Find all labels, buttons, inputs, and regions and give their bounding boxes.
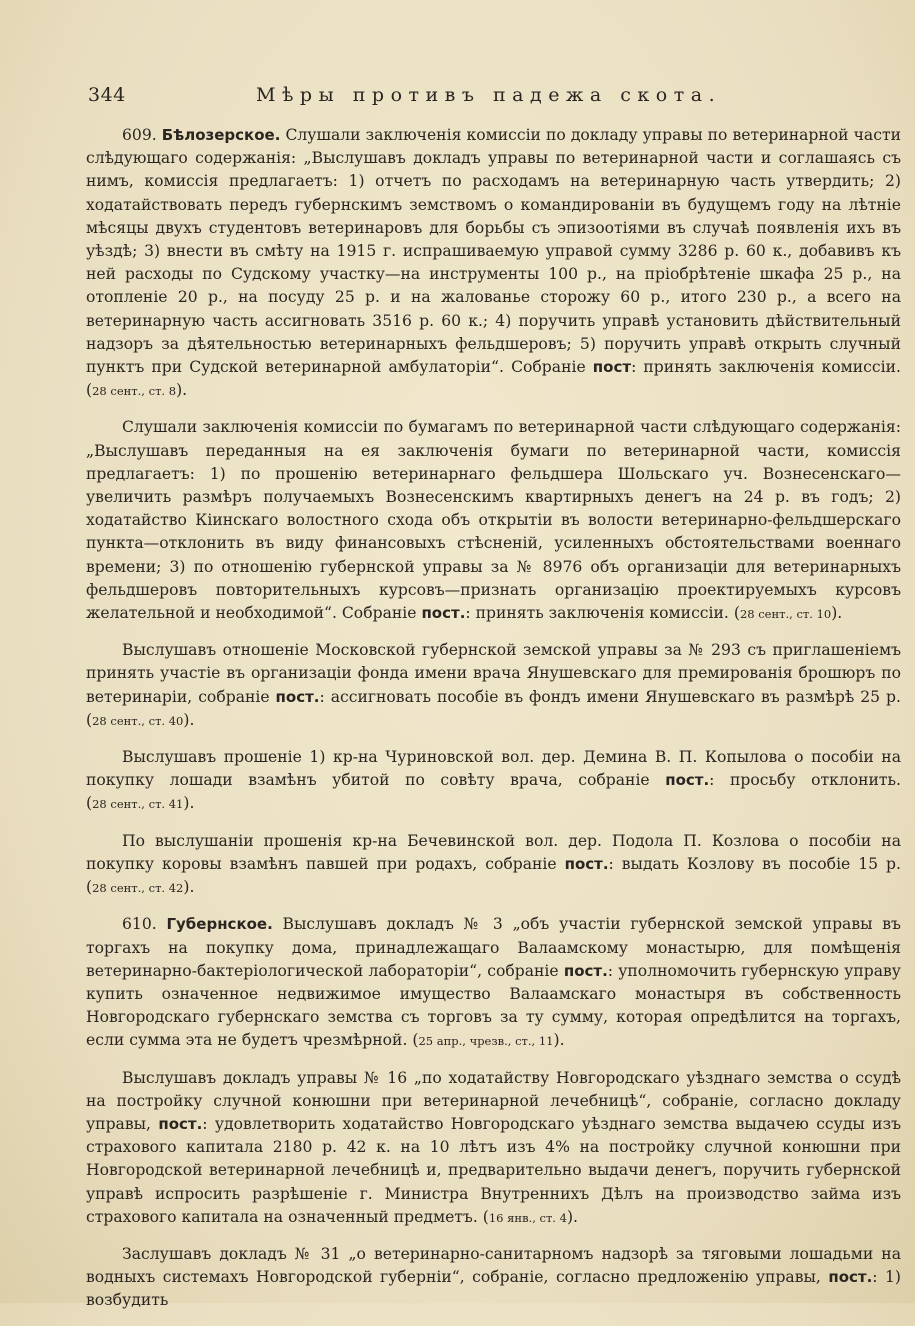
session-reference: 28 сент., ст. 40 — [92, 713, 184, 728]
paragraph-text: Выслушавъ докладъ управы № 16 „по ходатайству Новгородскаго уѣзднаго земства о ссудѣ на постройку случной конюшни при ветеринарной лечебницѣ“, собраніе, согласно докладу управы, — [86, 1068, 901, 1133]
paragraph-text: По выслушаніи прошенія кр-на Бечевинской вол. дер. Подола П. Козлова о пособіи на покупку коровы взамѣнъ павшей при родахъ, собраніе — [86, 831, 901, 873]
resolution-text: : ассигновать пособіе въ фондъ имени Янушевскаго въ размѣрѣ 25 р. — [319, 687, 901, 706]
session-reference: 28 сент., ст. 41 — [92, 797, 184, 812]
resolution-marker: пост. — [275, 687, 320, 706]
section-number: 609. — [122, 126, 157, 144]
session-reference: 25 апр., чрезв., ст., 11 — [418, 1034, 554, 1049]
paragraph-loan: Выслушавъ докладъ управы № 16 „по ходатайству Новгородскаго уѣзднаго земства о ссудѣ на постройку случной конюшни при ветеринарной лечебницѣ“, собраніе, согласно докладу управы, пост.: удовлетворить ходатайство Новгородскаго уѣзднаго земства выдачею ссуды изъ страхового капитала 2180 р. 42 к. на 10 лѣтъ изъ 4% на постройку случной конюшни при Новгородской ветеринарной лечебницѣ и, предварительно выдачи денегъ, поручить губернской управѣ испросить разрѣшеніе г. Министра Внутреннихъ Дѣлъ на производство займа изъ страхового капитала на означенный предметъ. (16 янв., ст. 4). — [86, 1068, 901, 1226]
resolution-text: : выдать Козлову въ пособіе 15 р. — [608, 854, 901, 873]
section-label: Бѣлозерское. — [161, 126, 281, 144]
paragraph-text: Выслушавъ прошеніе 1) кр-на Чуриновской вол. дер. Демина В. П. Копылова о пособіи на покупку лошади взамѣнъ убитой по совѣту врача, собраніе — [86, 748, 901, 790]
section-number: 610. — [122, 915, 157, 934]
resolution-text: : удовлетворить ходатайство Новгородскаго уѣзднаго земства выдачею ссуды изъ страхового капитала 2180 р. 42 к. на 10 лѣтъ изъ 4% на постройку случной конюшни при Новгородской ветеринарной лечебницѣ и, предварительно выдачи денегъ, поручить губернской управѣ испросить разрѣшеніе г. Министра Внутреннихъ Дѣлъ на производство займа изъ страхового капитала на означенный предметъ. — [86, 1114, 901, 1226]
paragraph-text: Слушали заключенія комиссіи по докладу управы по ветеринарной части слѣдующаго содержанія: „Выслушавъ докладъ управы по ветеринарной части и соглашаясь съ нимъ, комиссія предлагаетъ: 1) отчетъ по расходамъ на ветеринарную часть утвердить; 2) ходатайствовать передъ губернскимъ земствомъ о командированіи въ будущемъ году на лѣтніе мѣсяцы двухъ студентовъ ветеринаровъ для борьбы съ эпизоотіями въ случаѣ появленія ихъ въ уѣздѣ; 3) внести въ смѣту на 1915 г. испрашиваемую управой сумму 3286 р. 60 к., добавивъ къ ней расходы по Судскому участку—на инструменты 100 р., на пріобрѣтеніе шкафа 25 р., на отопленіе 20 р., на посуду 25 р. и на жалованье сторожу 60 р., итого 230 р., а всего на ветеринарную часть ассигновать 3516 р. 60 к.; 4) поручить управѣ установить дѣйствительный надзоръ за дѣятельностью ветеринарныхъ фельдшеровъ; 5) поручить управѣ открыть случный пунктъ при Судской ветеринарной амбулаторіи“. Собраніе — [86, 126, 901, 377]
resolution-text: : уполномочить губернскую управу купить означенное недвижимое имущество Валаамскаго монастыря въ собственность Новгородскаго губернскаго земства съ торговъ за ту сумму, которая опредѣлится на торгахъ, если сумма эта не будетъ чрезмѣрной. — [86, 961, 901, 1050]
section-label: Губернское. — [166, 915, 273, 934]
session-reference: 16 янв., ст. 4 — [488, 1210, 567, 1225]
paragraph-610: 610. Губернское. Выслушавъ докладъ № 3 „объ участіи губернской земской управы въ торгахъ на покупку дома, принадлежащаго Валаамскому монастырю, для помѣщенія ветеринарно-бактеріологической лабораторіи“, собраніе пост.: уполномочить губернскую управу купить означенное недвижимое имущество Валаамскаго монастыря въ собственность Новгородскаго губернскаго земства съ торговъ за ту сумму, которая опредѣлится на торгахъ, если сумма эта не будетъ чрезмѣрной. (25 апр., чрезв., ст., 11). — [86, 915, 901, 1050]
paragraph-609: 609. Бѣлозерское. Слушали заключенія комиссіи по докладу управы по ветеринарной части слѣдующаго содержанія: „Выслушавъ докладъ управы по ветеринарной части и соглашаясь съ нимъ, комиссія предлагаетъ: 1) отчетъ по расходамъ на ветеринарную часть утвердить; 2) ходатайствовать передъ губернскимъ земствомъ о командированіи въ будущемъ году на лѣтніе мѣсяцы двухъ студентовъ ветеринаровъ для борьбы съ эпизоотіями въ случаѣ появленія ихъ въ уѣздѣ; 3) внести въ смѣту на 1915 г. испрашиваемую управой сумму 3286 р. 60 к., добавивъ къ ней расходы по Судскому участку—на инструменты 100 р., на пріобрѣтеніе шкафа 25 р., на отопленіе 20 р., на посуду 25 р. и на жалованье сторожу 60 р., итого 230 р., а всего на ветеринарную часть ассигновать 3516 р. 60 к.; 4) поручить управѣ установить дѣйствительный надзоръ за дѣятельностью ветеринарныхъ фельдшеровъ; 5) поручить управѣ открыть случный пунктъ при Судской ветеринарной амбулаторіи“. Собраніе пост: принять заключенія комиссіи. (28 сент., ст. 8). — [86, 126, 901, 400]
running-title: Мѣры противъ падежа скота. — [256, 84, 722, 106]
paragraph-water-systems — [86, 1243, 901, 1313]
paragraph-text: Выслушавъ отношеніе Московской губернской земской управы за № 293 съ приглашеніемъ принять участіе въ организаціи фонда имени врача Янушевскаго для премированія брошюръ по ветеринаріи, собраніе — [86, 641, 901, 706]
resolution-marker: пост. — [564, 854, 609, 873]
paragraph-moscow-fund: Выслушавъ отношеніе Московской губернской земской управы за № 293 съ приглашеніемъ принять участіе въ организаціи фонда имени врача Янушевскаго для премированія брошюръ по ветеринаріи, собраніе пост.: ассигновать пособіе въ фондъ имени Янушевскаго въ размѣрѣ 25 р. (28 сент., ст. 40). — [86, 641, 901, 729]
paragraph-text: Выслушавъ докладъ № 3 „объ участіи губернской земской управы въ торгахъ на покупку дома, принадлежащаго Валаамскому монастырю, для помѣщенія ветеринарно-бактеріологической лабораторіи“, собраніе — [86, 915, 901, 980]
resolution-text: : 1) возбудить — [86, 1268, 901, 1310]
paragraph-text: Заслушавъ докладъ № 31 „о ветеринарно-санитарномъ надзорѣ за тяговыми лошадьми на водныхъ системахъ Новгородской губерніи“, собраніе, согласно предложенію управы, — [86, 1244, 901, 1287]
resolution-marker: пост. — [421, 604, 466, 623]
resolution-marker: пост. — [563, 961, 608, 980]
body-text — [86, 124, 901, 1326]
page-header — [88, 84, 900, 114]
paragraph-kopylov: Выслушавъ прошеніе 1) кр-на Чуриновской вол. дер. Демина В. П. Копылова о пособіи на покупку лошади взамѣнъ убитой по совѣту врача, собраніе пост.: просьбу отклонить. (28 сент., ст. 41). — [86, 748, 901, 813]
resolution-marker: пост. — [665, 771, 710, 790]
resolution-text: : принять заключенія комиссіи. — [465, 604, 734, 623]
paragraph-commission-papers: Слушали заключенія комиссіи по бумагамъ по ветеринарной части слѣдующаго содержанія: „Выслушавъ переданныя на ея заключенія бумаги по ветеринарной части, комиссія предлагаетъ: 1) по прошенію ветеринарнаго фельдшера Шольскаго уч. Вознесенскаго—увеличить размѣръ получаемыхъ Вознесенскимъ квартирныхъ денегъ на 24 р. въ годъ; 2) ходатайство Кіинскаго волостного схода объ открытіи въ волости ветеринарно-фельдшерскаго пункта—отклонить въ виду финансовыхъ стѣсненій, усиленныхъ обстоятельствами военнаго времени; 3) по отношенію губернской управы за № 8976 объ организаціи для ветеринарныхъ фельдшеровъ повторительныхъ курсовъ—признать организацію проектируемыхъ курсовъ желательной и необходимой“. Собраніе пост.: принять заключенія комиссіи. (28 сент., ст. 10). — [86, 418, 901, 623]
session-reference: 28 сент., ст. 10 — [739, 607, 832, 622]
resolution-text: : принять заключенія комиссіи. — [631, 358, 901, 377]
paragraph-kozlov: По выслушаніи прошенія кр-на Бечевинской вол. дер. Подола П. Козлова о пособіи на покупку коровы взамѣнъ павшей при родахъ, собраніе пост.: выдать Козлову въ пособіе 15 р. (28 сент., ст. 42). — [86, 831, 901, 897]
session-reference: 28 сент., ст. 42 — [92, 881, 184, 896]
paragraph-text: Слушали заключенія комиссіи по бумагамъ по ветеринарной части слѣдующаго содержанія: „Выслушавъ переданныя на ея заключенія бумаги по ветеринарной части, комиссія предлагаетъ: 1) по прошенію ветеринарнаго фельдшера Шольскаго уч. Вознесенскаго—увеличить размѣръ получаемыхъ Вознесенскимъ квартирныхъ денегъ на 24 р. въ годъ; 2) ходатайство Кіинскаго волостного схода объ открытіи въ волости ветеринарно-фельдшерскаго пункта—отклонить въ виду финансовыхъ стѣсненій, усиленныхъ обстоятельствами военнаго времени; 3) по отношенію губернской управы за № 8976 объ организаціи для ветеринарныхъ фельдшеровъ повторительныхъ курсовъ—признать организацію проектируемыхъ курсовъ желательной и необходимой“. Собраніе — [86, 418, 901, 623]
resolution-marker: пост. — [828, 1268, 873, 1287]
session-reference: 28 сент., ст. 8 — [92, 384, 177, 399]
resolution-marker: пост. — [158, 1114, 203, 1133]
resolution-marker: пост — [592, 358, 632, 377]
resolution-text: : просьбу отклонить. — [709, 771, 901, 790]
page-number: 344 — [88, 84, 126, 106]
